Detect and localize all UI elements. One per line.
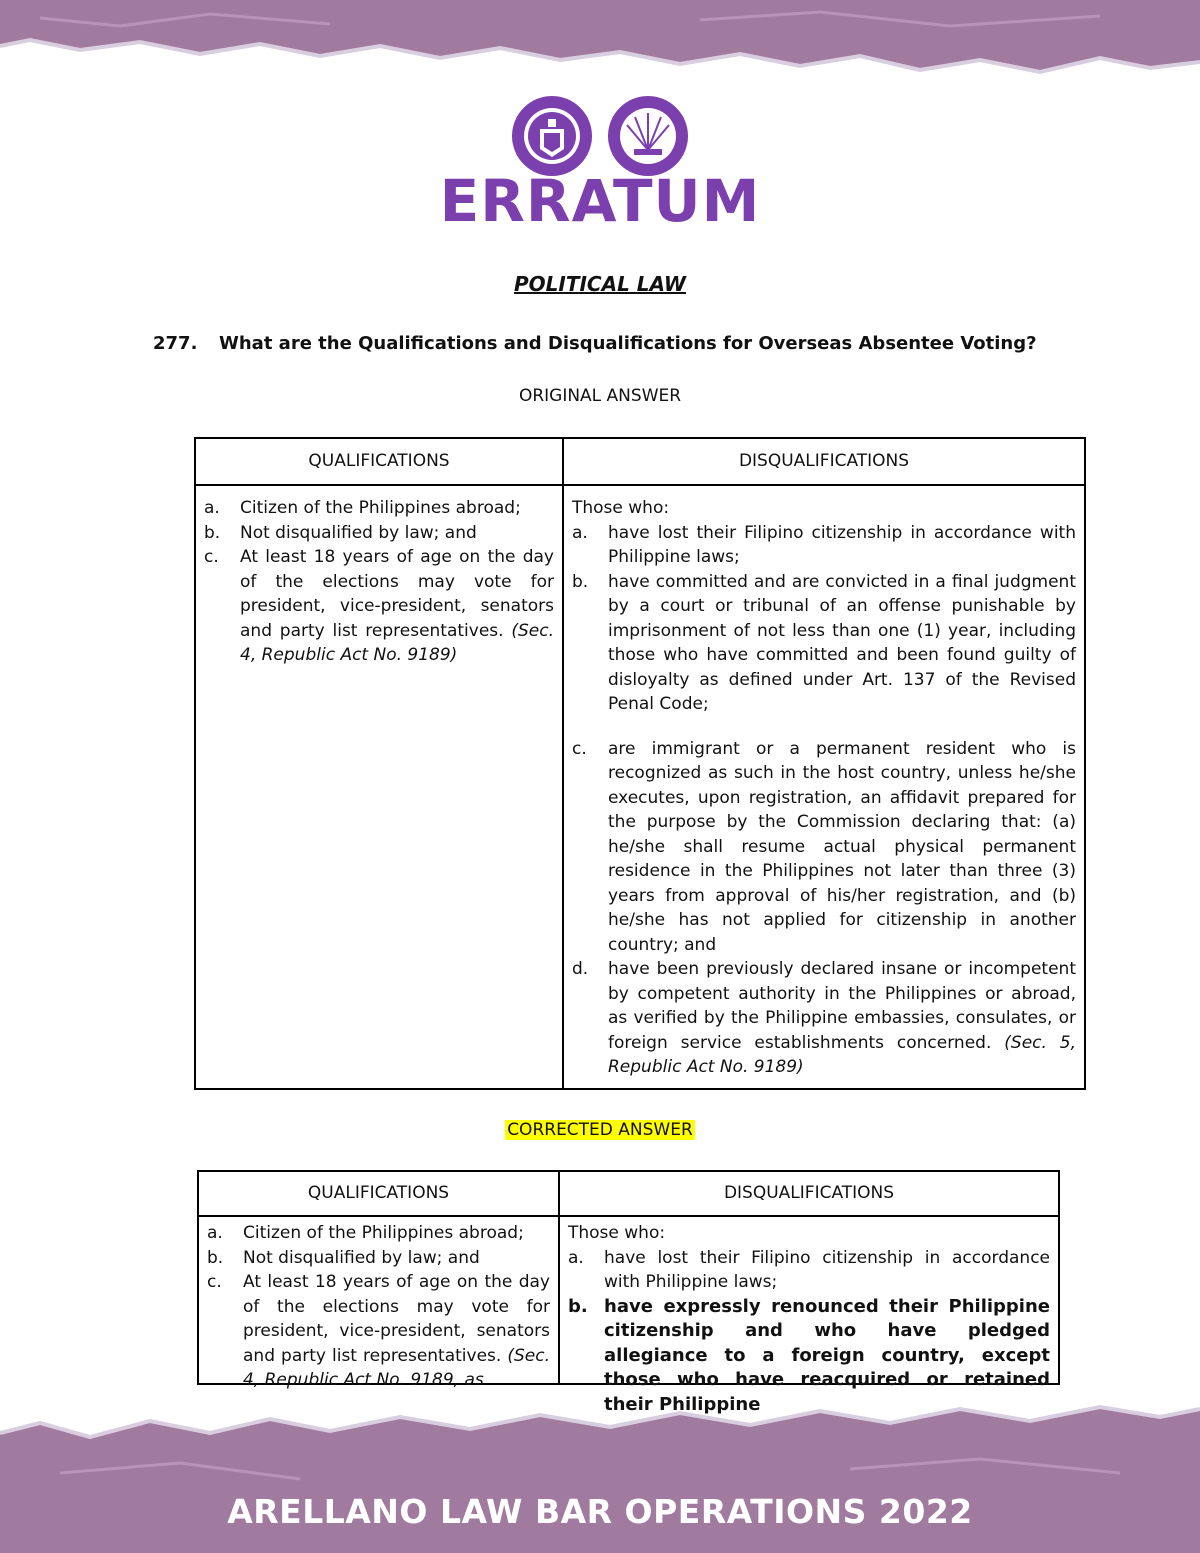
- original-answer-table: [194, 437, 1086, 1090]
- list-item: c. At least 18 years of age on the day of the elections may vote for president, vice-president, senators and party list representatives. (Sec. 4, Republic Act No. 9189, as: [207, 1272, 551, 1390]
- list-item: d. have been previously declared insane or incompetent by competent authority in the Philippines or abroad, as verified by the Philippine embassies, consulates, or foreign service establishments concerned. (Sec. 5, Republic Act No. 9189): [572, 959, 1077, 1077]
- arellano-university-seal-icon: [511, 95, 593, 177]
- erratum-title: ERRATUM: [439, 167, 761, 235]
- subject-heading: POLITICAL LAW: [514, 272, 686, 296]
- disqualifications-header: DISQUALIFICATIONS: [559, 1171, 1059, 1216]
- list-item: a. Citizen of the Philippines abroad;: [207, 1223, 524, 1243]
- citation: (Sec. 5, Republic Act No. 9189): [608, 1032, 1077, 1077]
- qualifications-cell: [195, 485, 563, 1089]
- list-item: b. Not disqualified by law; and: [204, 522, 477, 543]
- list-item: c. are immigrant or a permanent resident who is recognized as such in the host country, unless he/she executes, upon registration, an affidavit prepared for the purpose by the Commission declaring that: (a) he/she shall resume actual physical permanent residence in the Philippines not later than three (3) years from approval of his/her registration, and (b) he/she has not applied for citizenship in another country; and: [572, 738, 1076, 955]
- qualifications-cell: [198, 1216, 559, 1390]
- list-item: c. At least 18 years of age on the day of the elections may vote for president, vice-president, senators and party list representatives. (Sec. 4, Republic Act No. 9189): [204, 547, 555, 665]
- list-item: b. Not disqualified by law; and: [207, 1247, 480, 1268]
- logo-row: [0, 95, 1200, 177]
- original-answer-label: ORIGINAL ANSWER: [518, 386, 682, 406]
- corrected-answer-table: [197, 1170, 1060, 1415]
- list-item: a. have lost their Filipino citizenship in accordance with Philippine laws;: [572, 522, 1076, 567]
- qualifications-header: QUALIFICATIONS: [195, 438, 563, 485]
- citation: (Sec. 4, Republic Act No. 9189): [240, 620, 555, 665]
- bar-operations-seal-icon: [607, 95, 689, 177]
- list-item: b. have committed and are convicted in a final judgment by a court or tribunal of an offense punishable by imprisonment of not less than one (1) year, including those who have committed and been found guilty of disloyalty as defined under Art. 137 of the Revised Penal Code;: [572, 571, 1076, 714]
- top-decorative-band: [0, 0, 1200, 90]
- disqualifications-cell: [563, 485, 1085, 1089]
- bottom-decorative-band: [0, 1393, 1200, 1553]
- question-number: 277.: [153, 333, 198, 354]
- list-item: a. have lost their Filipino citizenship in accordance with Philippine laws;: [568, 1247, 1050, 1292]
- corrected-answer-label: CORRECTED ANSWER: [507, 1120, 693, 1140]
- qualifications-header: QUALIFICATIONS: [198, 1171, 559, 1216]
- list-item: a. Citizen of the Philippines abroad;: [204, 498, 521, 518]
- footer-text: ARELLANO LAW BAR OPERATIONS 2022: [227, 1492, 973, 1531]
- question: [153, 333, 1053, 354]
- corrected-list-item: b. have expressly renounced their Philippine citizenship and who have pledged allegiance to a foreign country, except those who have reacquired or retained their Philippine: [568, 1295, 1050, 1415]
- disqualifications-header: DISQUALIFICATIONS: [563, 438, 1085, 485]
- disqualifications-intro: Those who:: [572, 498, 670, 518]
- disqualifications-intro: Those who:: [568, 1223, 666, 1243]
- question-text: What are the Qualifications and Disqualifications for Overseas Absentee Voting?: [219, 333, 1037, 354]
- citation: (Sec. 4, Republic Act No. 9189, as: [243, 1345, 551, 1390]
- disqualifications-cell: [559, 1216, 1059, 1415]
